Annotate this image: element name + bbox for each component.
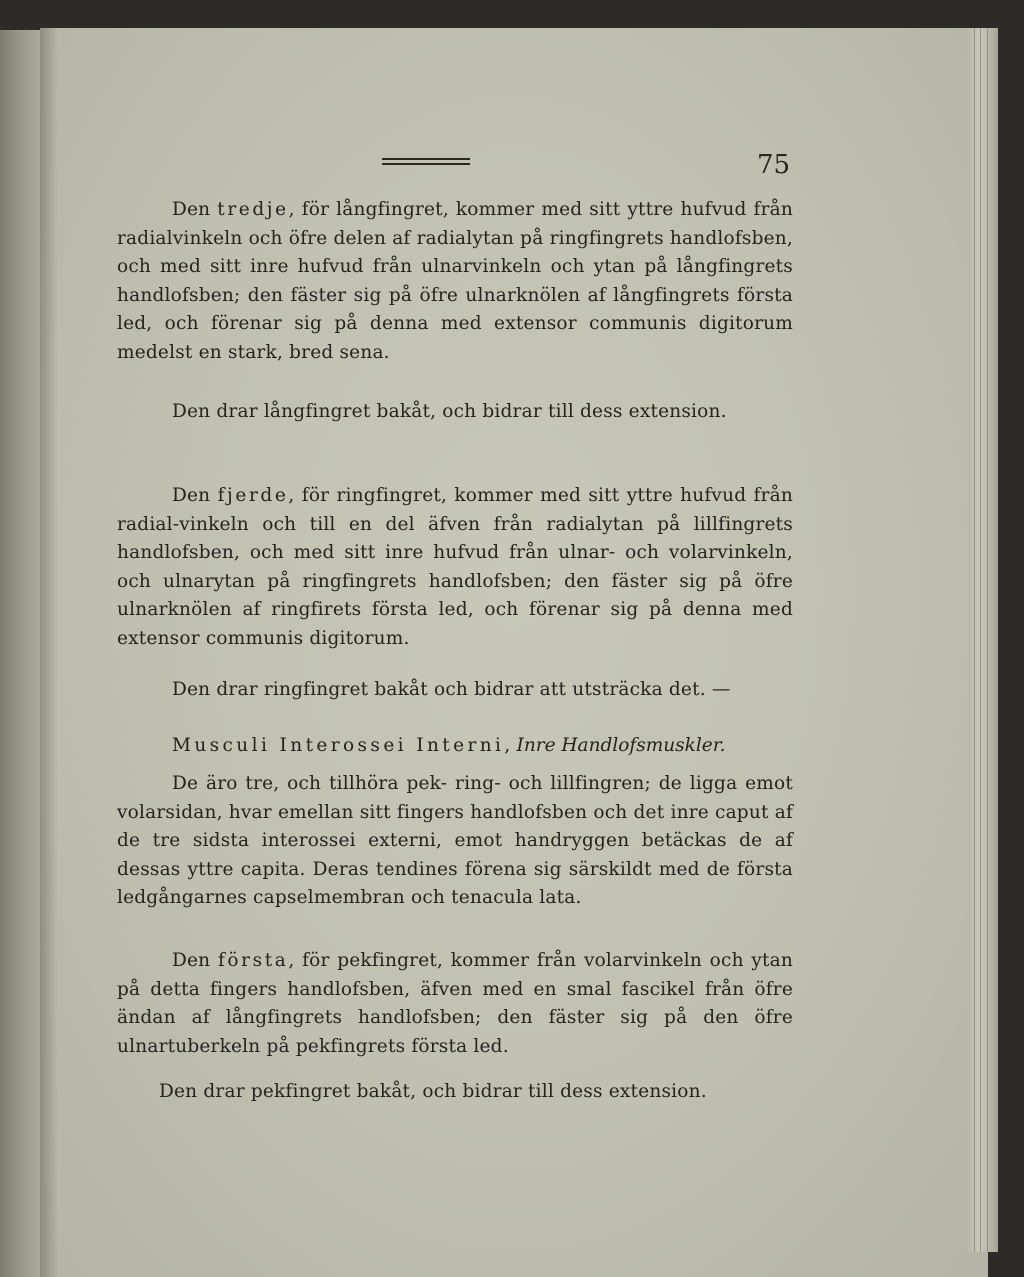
ordinal-term: tredje xyxy=(217,199,289,220)
paragraph-lead: Den xyxy=(172,199,218,220)
header-rule-top xyxy=(382,158,470,160)
paragraph-body: , för pekfingret, kommer från volarvinkeln och ytan på detta fingers handlofsben, äfven med en smal fascikel från öfre ändan af långfingrets handlofsben; den fäster sig på den öfre ulnartuberkeln på pekfingrets första led. xyxy=(117,950,793,1057)
paragraph-fjerde-action: Den drar ringfingret bakåt och bidrar att utsträcka det. — xyxy=(172,679,731,700)
page-fore-edge xyxy=(968,28,998,1252)
paragraph-lead: Den xyxy=(172,485,218,506)
paragraph-tredje-action: Den drar långfingret bakåt, och bidrar till dess extension. xyxy=(172,401,727,422)
paragraph-forsta xyxy=(117,947,793,1061)
header-rule-bottom xyxy=(382,163,470,165)
paragraph-tredje xyxy=(117,196,793,368)
heading-latin: Musculi Interossei Interni xyxy=(172,735,505,756)
ordinal-term: fjerde xyxy=(217,485,289,506)
section-heading: Musculi Interossei Interni, Inre Handlofsmuskler. xyxy=(172,735,726,756)
page-number: 75 xyxy=(757,150,791,180)
paragraph-interossei: De äro tre, och tillhöra pek- ring- och lillfingren; de ligga emot volarsidan, hvar emellan sitt fingers handlofsben och det inre caput af de tre sidsta interossei externi, emot handryggen betäckas de af dessas yttre capita. Deras tendines förena sig särskildt med de första ledgångarnes capselmembran och tenacula lata. xyxy=(117,773,793,909)
paragraph-forsta-action: Den drar pekfingret bakåt, och bidrar till dess extension. xyxy=(159,1081,707,1102)
paragraph-lead: Den xyxy=(172,950,218,971)
binding-shadow xyxy=(40,28,58,1277)
facing-page-edge xyxy=(0,30,40,1277)
ordinal-term: första xyxy=(217,950,289,971)
heading-swedish: Inre Handlofsmuskler. xyxy=(516,735,726,756)
paragraph-fjerde xyxy=(117,482,793,654)
paragraph-body: , för ringfingret, kommer med sitt yttre hufvud från radial-vinkeln och till en del äfven från radialytan på lillfingrets handlofsben, och med sitt inre hufvud från ulnar- och volarvinkeln, och ulnarytan på ringfingrets handlofsben; den fäster sig på öfre ulnarknölen af ringfirets första led, och förenar sig på denna med extensor communis digitorum. xyxy=(117,485,793,649)
paragraph-body: , för långfingret, kommer med sitt yttre hufvud från radialvinkeln och öfre delen af radialytan på ringfingrets handlofsben, och med sitt inre hufvud från ulnarvinkeln och ytan på långfingrets handlofsben; den fäster sig på öfre ulnarknölen af långfingrets första led, och förenar sig på denna med extensor communis digitorum medelst en stark, bred sena. xyxy=(117,199,793,363)
